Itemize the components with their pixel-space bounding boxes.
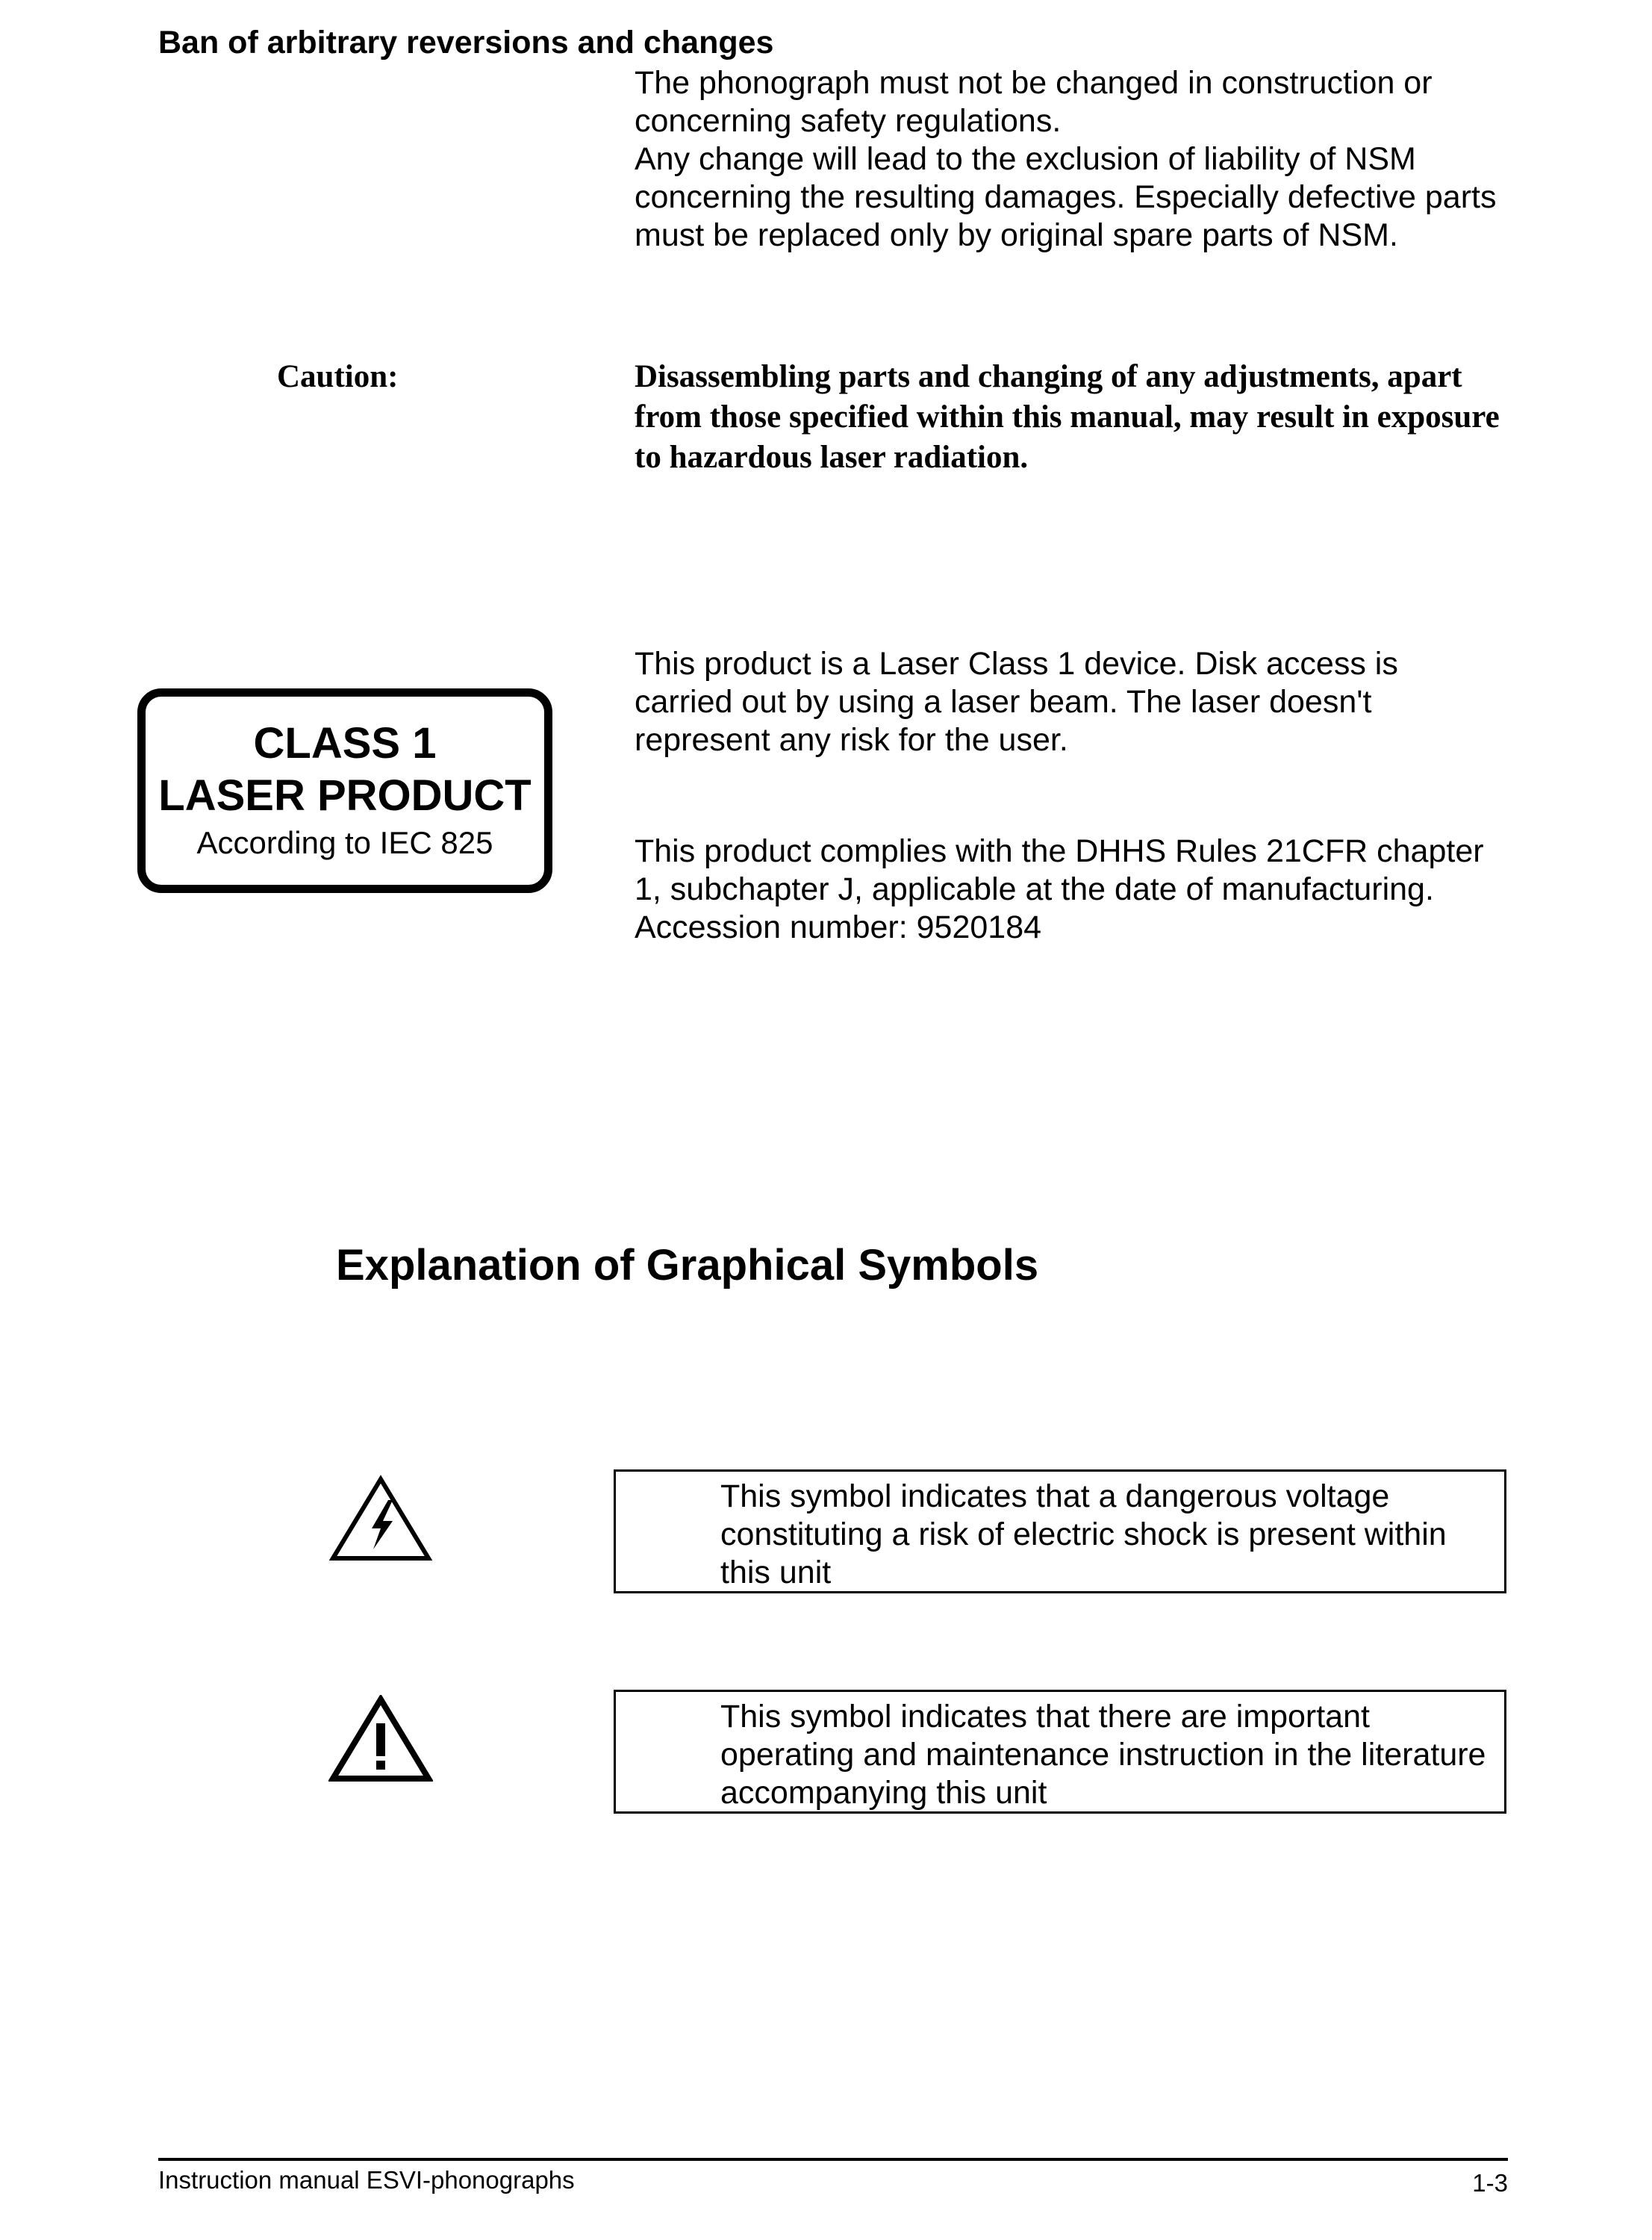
ban-paragraph-2: Any change will lead to the exclusion of liability of NSM concerning the resulting damages. Especially defective parts must be replaced only by original spare parts of NSM.: [635, 141, 1497, 253]
footer-page-number: 1-3: [1472, 2169, 1508, 2197]
caution-symbol-box: [614, 1690, 1506, 1814]
ban-text: [635, 64, 1500, 255]
laser-class-text: This product is a Laser Class 1 device. Disk access is carried out by using a laser beam. The laser doesn't represent any risk for the user.: [635, 646, 1398, 758]
section-title: Ban of arbitrary reversions and changes: [158, 25, 774, 60]
laser-class-label: [137, 688, 552, 893]
caution-label: Caution:: [277, 359, 399, 394]
electric-shock-warning-icon: [328, 1475, 433, 1564]
footer-manual-title: Instruction manual ESVI-phonographs: [158, 2166, 575, 2194]
ban-paragraph-1: The phonograph must not be changed in construction or concerning safety regulations.: [635, 65, 1433, 139]
voltage-symbol-box: [614, 1469, 1506, 1593]
laser-label-product: LASER PRODUCT: [158, 771, 532, 820]
dhhs-compliance-text: This product complies with the DHHS Rules 21CFR chapter 1, subchapter J, applicable at the date of manufacturing. Accession number: 9520184: [635, 833, 1484, 945]
footer-divider: [158, 2158, 1508, 2161]
symbols-heading: Explanation of Graphical Symbols: [336, 1241, 1039, 1289]
laser-label-standard: According to IEC 825: [196, 825, 493, 860]
caution-symbol-text: This symbol indicates that there are important operating and maintenance instruction in the literature accompanying this unit: [720, 1699, 1486, 1811]
voltage-symbol-text: This symbol indicates that a dangerous voltage constituting a risk of electric shock is present within this unit: [720, 1478, 1447, 1590]
caution-text: Disassembling parts and changing of any adjustments, apart from those specified within this manual, may result in exposure to hazardous laser radiation.: [635, 359, 1500, 475]
laser-label-class: CLASS 1: [253, 719, 437, 768]
exclamation-warning-icon: [328, 1695, 433, 1785]
